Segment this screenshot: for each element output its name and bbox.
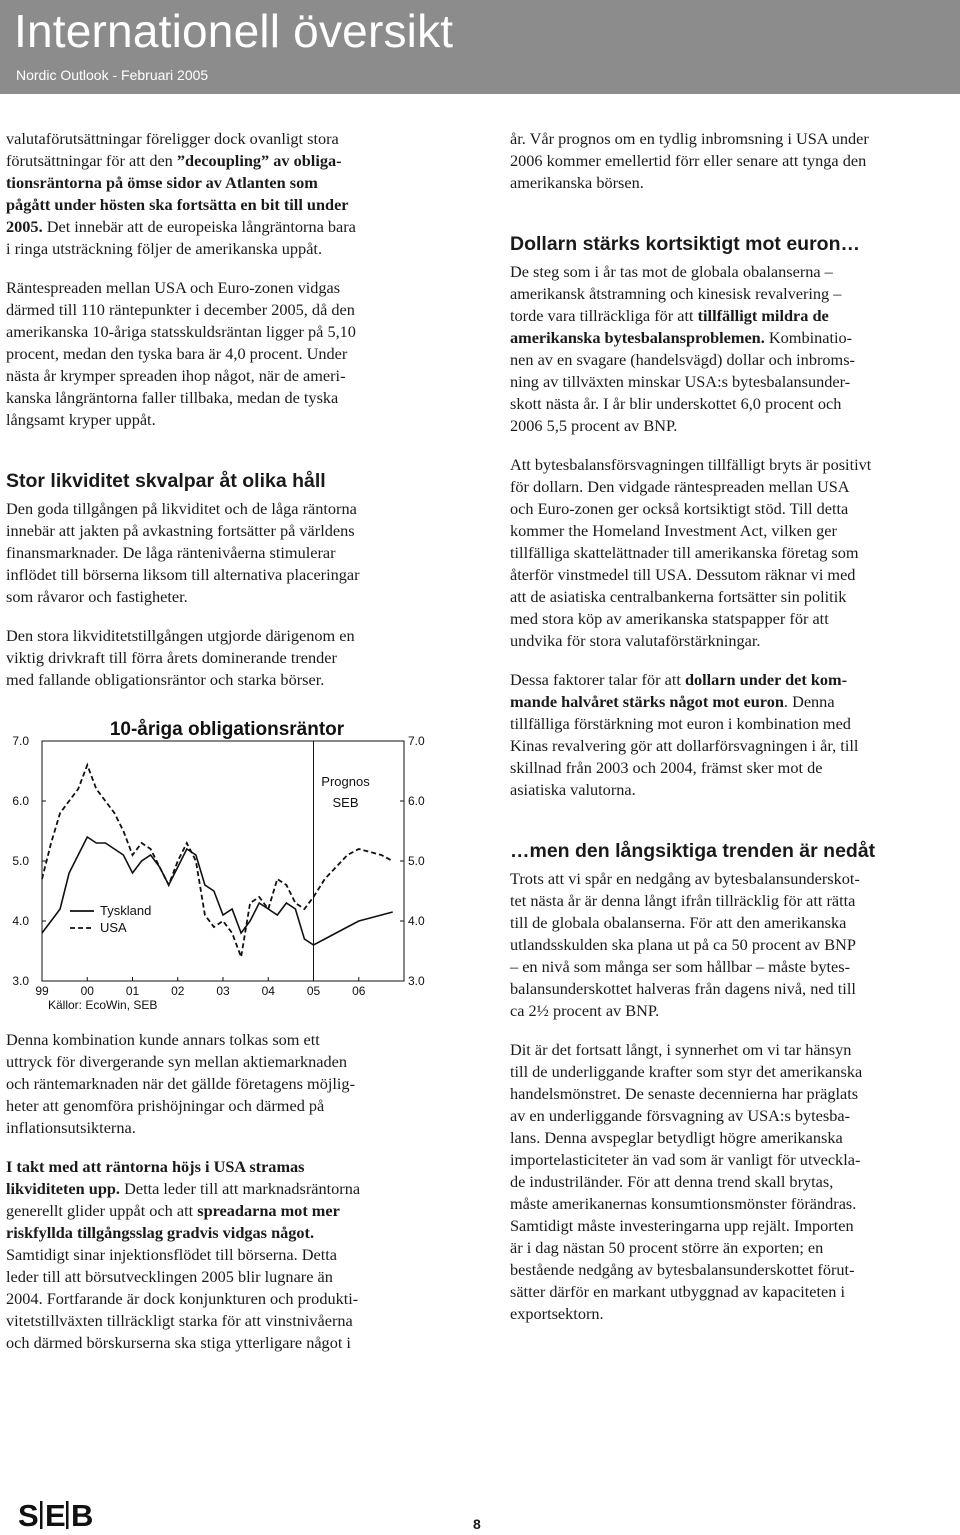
- left-paragraph-3: [6, 498, 446, 608]
- text-line: 2006 kommer emellertid förr eller senare att tynga den: [510, 151, 867, 170]
- text-line: utlandsskulden ska plana ut på ca 50 procent av BNP: [510, 935, 856, 954]
- text-line: innebär att jakten på avkastning fortsätter på världens: [6, 521, 355, 540]
- chart-svg: [6, 701, 446, 1013]
- series-line-usa: [42, 765, 393, 957]
- x-tick-label: 03: [216, 984, 230, 998]
- text-line: I takt med att räntorna höjs i USA stramas: [6, 1157, 305, 1176]
- y-tick-label-left: 3.0: [12, 974, 29, 988]
- text-line: de industriländer. För att denna trend skall brytas,: [510, 1172, 834, 1191]
- text-line: balansunderskottet halveras från dagens nivå, ned till: [510, 979, 856, 998]
- section-heading-long-term-trend: …men den långsiktiga trenden är nedåt: [510, 840, 876, 862]
- text-line: tillfälliga skattelättnader till amerikanska företag som: [510, 543, 859, 562]
- text-line: uttryck för divergerande syn mellan aktiemarknaden: [6, 1052, 348, 1071]
- text-line: Trots att vi spår en nedgång av bytesbalansunderskot-: [510, 869, 860, 888]
- text-line: nen av en svagare (handelsvägd) dollar och inbroms-: [510, 350, 855, 369]
- text-line: till de underliggande krafter som styr det amerikanska: [510, 1062, 863, 1081]
- text-line: ning av tillväxten minskar USA:s bytesbalansunder-: [510, 372, 851, 391]
- left-paragraph-6: [6, 1156, 446, 1354]
- text-line: Dit är det fortsatt långt, i synnerhet om vi tar hänsyn: [510, 1040, 852, 1059]
- text-line: mande halvåret stärks något mot euron. Denna: [510, 692, 835, 711]
- section-heading-liquidity: Stor likviditet skvalpar åt olika håll: [6, 470, 326, 492]
- text-line: finansmarknader. De låga räntenivåerna stimulerar: [6, 543, 336, 562]
- y-tick-label-right: 5.0: [408, 854, 425, 868]
- chart-source: Källor: EcoWin, SEB: [48, 998, 158, 1012]
- page-number: 8: [473, 1516, 481, 1532]
- right-paragraph-2: [510, 261, 950, 437]
- text-line: procent, medan den tyska bara är 4,0 procent. Under: [6, 344, 348, 363]
- right-paragraph-4: [510, 669, 950, 801]
- svg-text:E: E: [45, 1498, 66, 1532]
- text-line: amerikanska bytesbalansproblemen. Kombinatio-: [510, 328, 853, 347]
- left-paragraph-5: [6, 1029, 446, 1139]
- text-line: valutaförutsättningar föreligger dock ovanligt stora: [6, 129, 339, 148]
- text-line: därmed till 110 räntepunkter i december 2005, då den: [6, 300, 355, 319]
- text-line: till de globala obalanserna. För att den amerikanska: [510, 913, 847, 932]
- text-line: återför vinstmedel till USA. Dessutom räknar vi med: [510, 565, 856, 584]
- right-paragraph-6: [510, 1039, 950, 1325]
- text-line: bestående nedgång av bytesbalansunderskottet förut-: [510, 1260, 855, 1279]
- text-line: heter att genomföra prishöjningar och därmed på: [6, 1096, 325, 1115]
- right-column: [510, 128, 950, 1342]
- text-line: skillnad från 2003 och 2004, främst sker mot de: [510, 758, 823, 777]
- text-line: amerikansk åtstramning och kinesisk revalvering –: [510, 284, 842, 303]
- y-tick-label-right: 4.0: [408, 914, 425, 928]
- text-line: är i dag nästan 50 procent större än exporten; en: [510, 1238, 824, 1257]
- right-paragraph-3: [510, 454, 950, 652]
- y-tick-label-left: 5.0: [12, 854, 29, 868]
- x-tick-label: 05: [306, 984, 321, 998]
- text-line: exportsektorn.: [510, 1304, 604, 1323]
- text-line: 2006 5,5 procent av BNP.: [510, 416, 678, 435]
- text-line: riskfyllda tillgångsslag gradvis vidgas något.: [6, 1223, 315, 1242]
- text-line: kanska långräntorna faller tillbaka, medan de tyska: [6, 388, 339, 407]
- right-paragraph-5: [510, 868, 950, 1022]
- text-line: generellt glider uppåt och att spreadarna mot mer: [6, 1201, 340, 1220]
- y-tick-label-right: 6.0: [408, 794, 425, 808]
- text-line: tillfälliga förstärkning mot euron i kombination med: [510, 714, 851, 733]
- text-line: som råvaror och fastigheter.: [6, 587, 188, 606]
- text-line: 2004. Fortfarande är dock konjunkturen och produkti-: [6, 1289, 359, 1308]
- text-line: med fallande obligationsräntor och starka börser.: [6, 670, 325, 689]
- text-line: De steg som i år tas mot de globala obalanserna –: [510, 262, 833, 281]
- text-line: långsamt kryper uppåt.: [6, 410, 156, 429]
- text-line: importelasticiteter än vad som är vanligt för utveckla-: [510, 1150, 861, 1169]
- text-line: och därmed börskurserna ska stiga ytterligare något i: [6, 1333, 351, 1352]
- y-tick-label-left: 4.0: [12, 914, 29, 928]
- text-line: ca 2½ procent av BNP.: [510, 1001, 660, 1020]
- text-line: vitetstillväxten tillräckligt starka för att vinstnivåerna: [6, 1311, 353, 1330]
- svg-text:B: B: [71, 1498, 94, 1532]
- text-line: tet nästa år är denna långt ifrån tillräcklig för att rätta: [510, 891, 856, 910]
- text-line: skott nästa år. I år blir underskottet 6,0 procent och: [510, 394, 842, 413]
- page-title: Internationell översikt: [14, 5, 454, 57]
- legend-label-usa: USA: [100, 920, 127, 935]
- y-tick-label-right: 7.0: [408, 734, 425, 748]
- left-column: [6, 128, 446, 1371]
- text-line: leder till att börsutvecklingen 2005 blir lugnare än: [6, 1267, 333, 1286]
- seb-logo: [18, 1498, 98, 1532]
- x-tick-label: 99: [35, 984, 49, 998]
- text-line: Denna kombination kunde annars tolkas som ett: [6, 1030, 320, 1049]
- bond-yield-chart: [6, 701, 446, 1013]
- text-line: handelsmönstret. De senaste decennierna har präglats: [510, 1084, 859, 1103]
- text-line: – en nivå som många ser som hållbar – måste bytes-: [510, 957, 851, 976]
- y-tick-label-left: 6.0: [12, 794, 29, 808]
- text-line: att de asiatiska centralbankerna fortsätter sin politik: [510, 587, 847, 606]
- text-line: inflödet till börserna liksom till alternativa placeringar: [6, 565, 360, 584]
- text-line: lans. Denna avspeglar betydligt högre amerikanska: [510, 1128, 843, 1147]
- text-line: torde vara tillräckliga för att tillfälligt mildra de: [510, 306, 829, 325]
- section-heading-dollar-short-term: Dollarn stärks kortsiktigt mot euron…: [510, 233, 860, 255]
- text-line: år. Vår prognos om en tydlig inbromsning i USA under: [510, 129, 869, 148]
- text-line: och räntemarknaden när det gällde företagens möjlig-: [6, 1074, 355, 1093]
- text-line: Räntespreaden mellan USA och Euro-zonen vidgas: [6, 278, 341, 297]
- text-line: Kinas revalvering gör att dollarförsvagningen i år, till: [510, 736, 859, 755]
- x-tick-label: 01: [125, 984, 140, 998]
- legend-label-tyskland: Tyskland: [100, 903, 152, 918]
- forecast-label-2: SEB: [332, 795, 359, 810]
- left-paragraph-4: [6, 625, 446, 691]
- page-subtitle: Nordic Outlook - Februari 2005: [16, 67, 209, 83]
- left-paragraph-1: [6, 128, 446, 260]
- left-paragraph-2: [6, 277, 446, 431]
- text-line: amerikanska 10-åriga statsskuldsräntan ligger på 5,10: [6, 322, 356, 341]
- text-line: undvika för stora valutaförstärkningar.: [510, 631, 761, 650]
- x-tick-label: 04: [261, 984, 275, 998]
- forecast-label-1: Prognos: [321, 774, 370, 789]
- text-line: med stora köp av amerikanska statspapper för att: [510, 609, 829, 628]
- y-tick-label-right: 3.0: [408, 974, 425, 988]
- text-line: kommer the Homeland Investment Act, vilken ger: [510, 521, 837, 540]
- header-band: [0, 0, 960, 94]
- svg-text:S: S: [18, 1498, 39, 1532]
- text-line: pågått under hösten ska fortsätta en bit till under: [6, 195, 349, 214]
- text-line: Att bytesbalansförsvagningen tillfälligt bryts är positivt: [510, 455, 872, 474]
- text-line: av en underliggande försvagning av USA:s bytesba-: [510, 1106, 851, 1125]
- text-line: Dessa faktorer talar för att dollarn under det kom-: [510, 670, 848, 689]
- text-line: Den goda tillgången på likviditet och de låga räntorna: [6, 499, 357, 518]
- text-line: måste amerikanernas konsumtionsmönster förändras.: [510, 1194, 857, 1213]
- text-line: sätter därför en markant utbyggnad av kapaciteten i: [510, 1282, 845, 1301]
- text-line: och Euro-zonen ger också kortsiktigt stöd. Till detta: [510, 499, 849, 518]
- series-line-tyskland: [42, 837, 393, 945]
- text-line: inflationsutsikterna.: [6, 1118, 136, 1137]
- text-line: viktig drivkraft till förra årets dominerande trender: [6, 648, 337, 667]
- text-line: tionsräntorna på ömse sidor av Atlanten som: [6, 173, 318, 192]
- x-tick-label: 02: [171, 984, 185, 998]
- x-tick-label: 00: [80, 984, 94, 998]
- text-line: Samtidigt måste investeringarna upp rejält. Importen: [510, 1216, 854, 1235]
- text-line: förutsättningar för att den ”decoupling” av obliga-: [6, 151, 342, 170]
- y-tick-label-left: 7.0: [12, 734, 29, 748]
- text-line: Den stora likviditetstillgången utgjorde därigenom en: [6, 626, 355, 645]
- text-line: Samtidigt sinar injektionsflödet till börserna. Detta: [6, 1245, 337, 1264]
- text-line: likviditeten upp. Detta leder till att marknadsräntorna: [6, 1179, 361, 1198]
- text-line: asiatiska valutorna.: [510, 780, 636, 799]
- text-line: amerikanska börsen.: [510, 173, 644, 192]
- text-line: 2005. Det innebär att de europeiska långräntorna bara: [6, 217, 356, 236]
- text-line: för dollarn. Den vidgade räntespreaden mellan USA: [510, 477, 850, 496]
- chart-title: 10-åriga obligationsräntor: [109, 719, 345, 740]
- text-line: nästa år krymper spreaden ihop något, när de ameri-: [6, 366, 346, 385]
- right-paragraph-1: [510, 128, 950, 194]
- text-line: i ringa utsträckning följer de amerikanska uppåt.: [6, 239, 323, 258]
- x-tick-label: 06: [352, 984, 366, 998]
